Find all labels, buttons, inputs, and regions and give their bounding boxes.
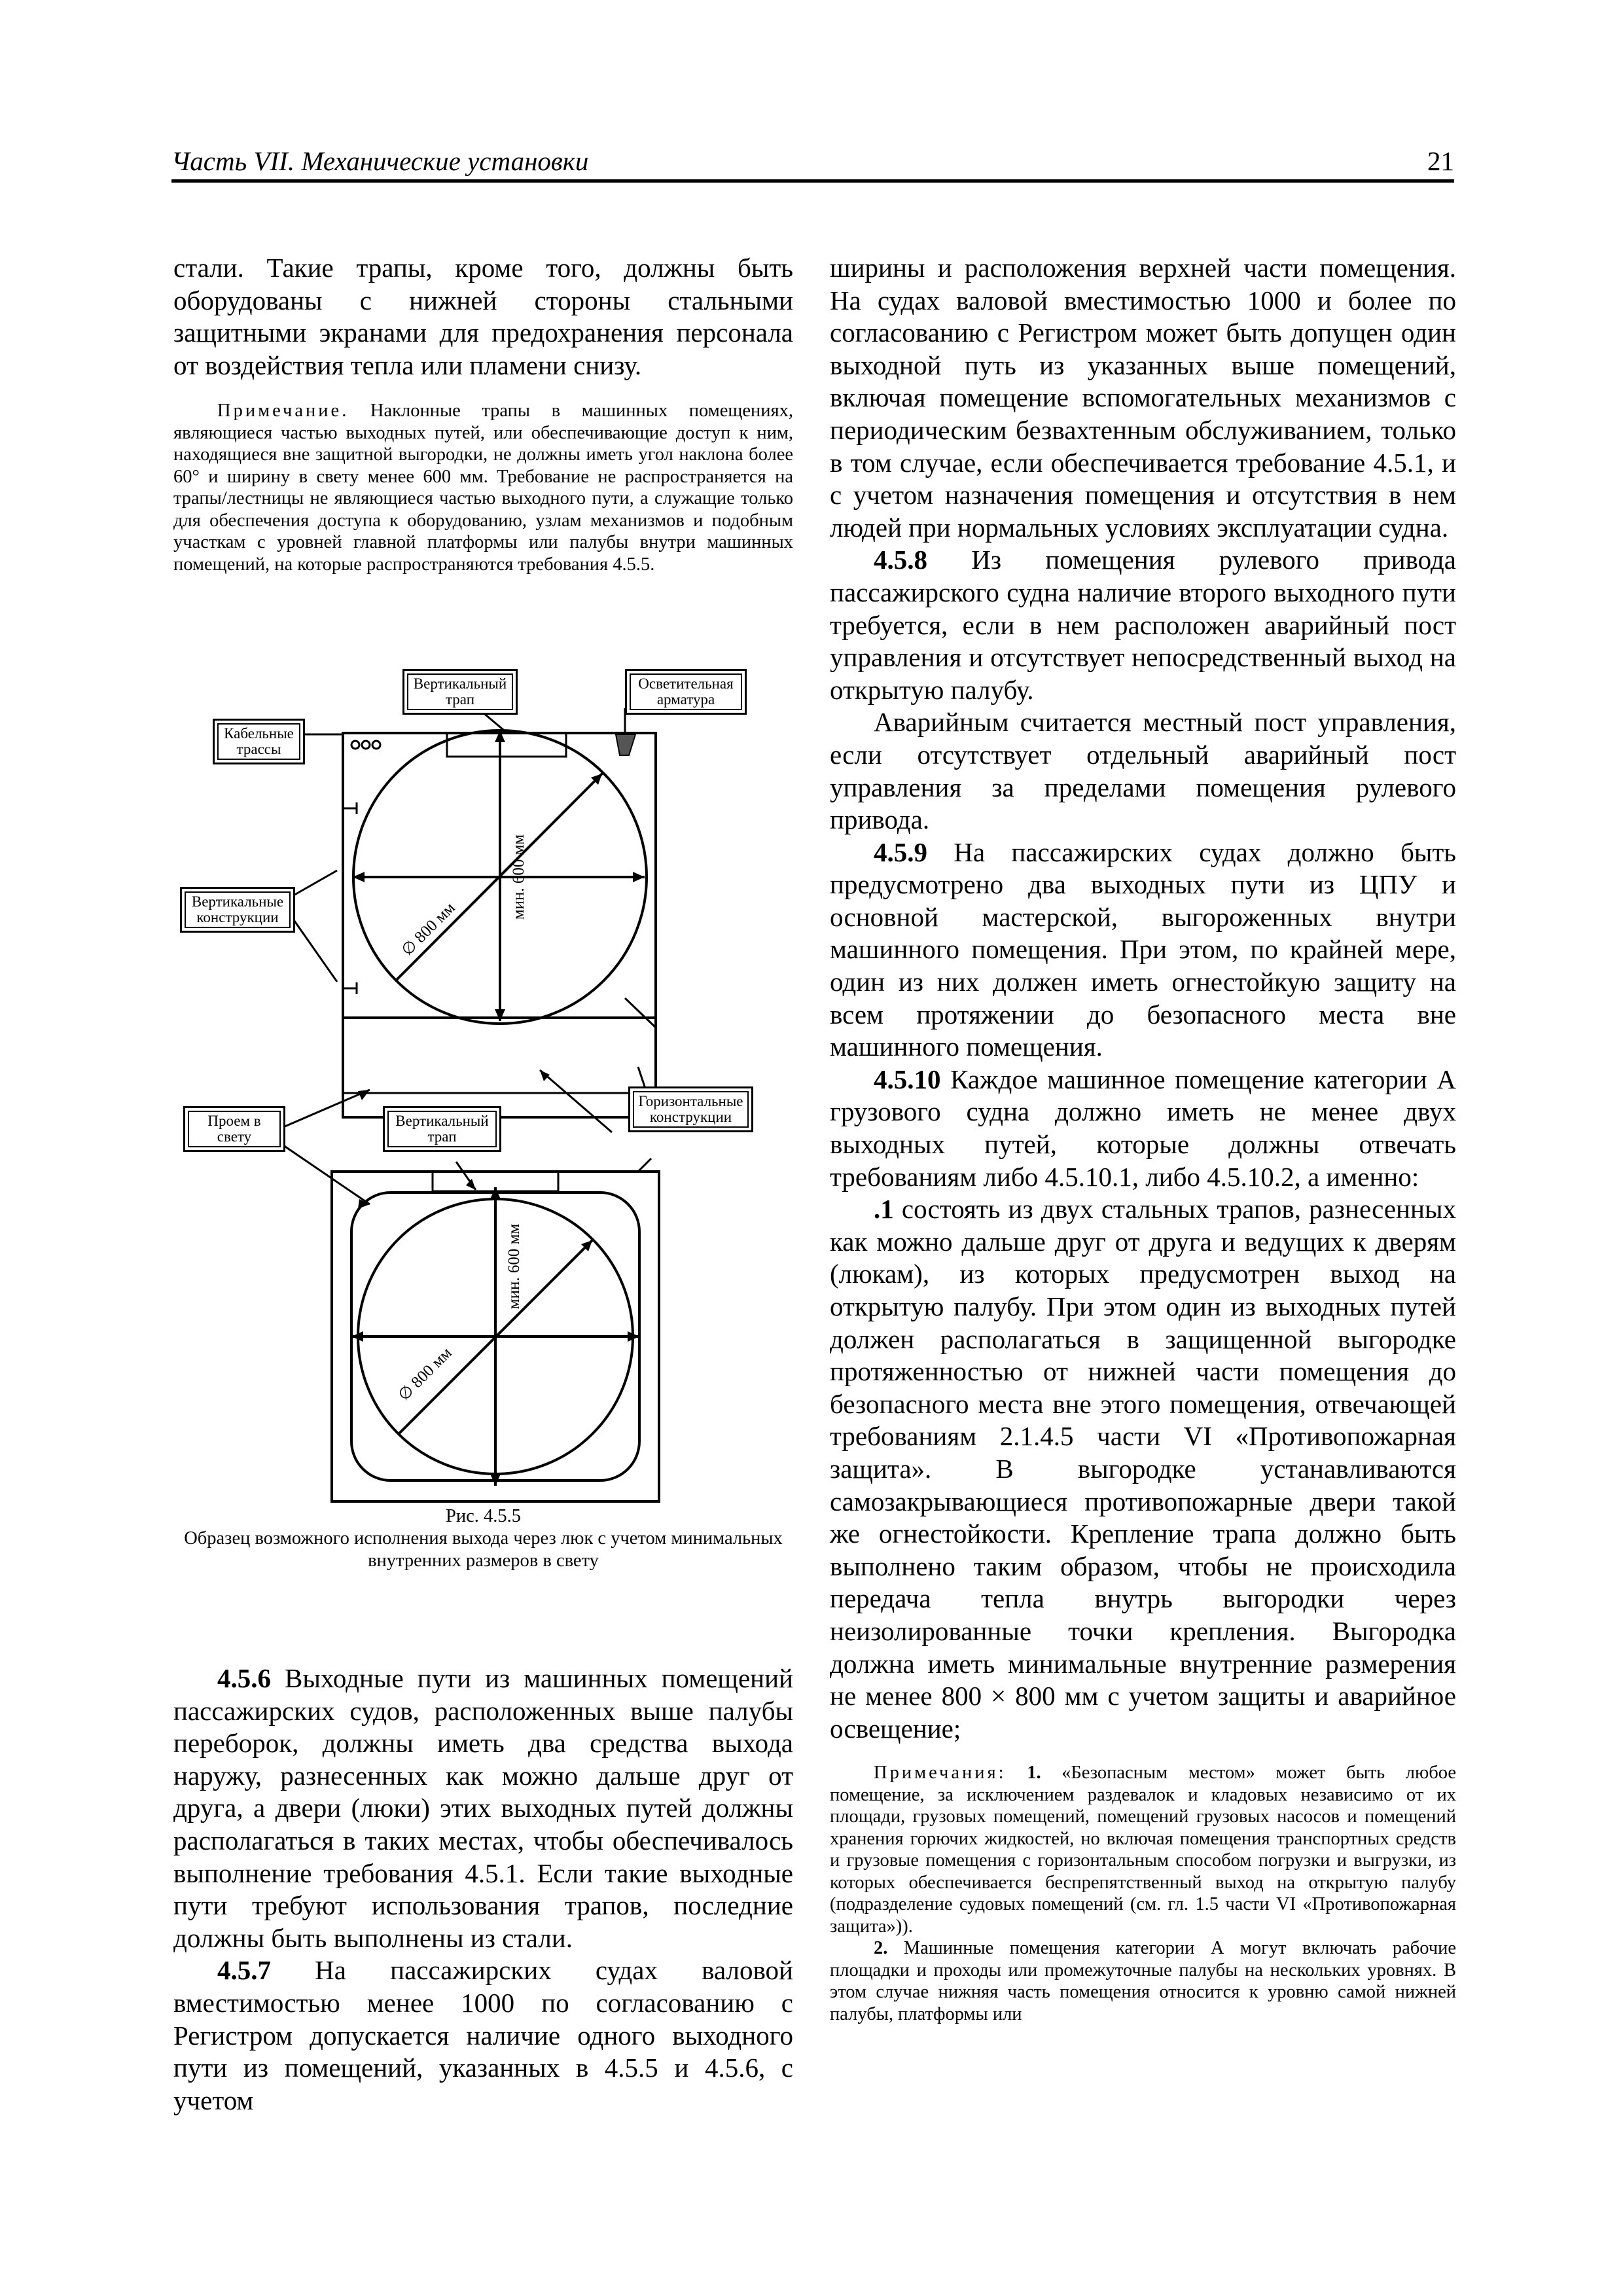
note-label: Примечание. xyxy=(217,401,349,422)
note-text: Наклонные трапы в машинных помещениях, являющиеся частью выходных путей, или обеспечивающие доступ к ним, находящиеся вне защитной выгородки, не должны иметь угол наклона более 60° и ширину в свету менее 600 мм. Требование не распространяется на трапы/лестницы не являющиеся частью выходного пути, а служащие только для обеспечения доступа к оборудованию, узлам механизмов и подобным участкам с уровней главной платформы или палубы внутри машинных помещений, на которые распространяются требования 4.5.5. xyxy=(173,401,793,575)
label-vertical-structures: Вертикальные конструкции xyxy=(180,887,295,933)
paragraph-continuation-right: ширины и расположения верхней части помещения. На судах валовой вместимостью 1000 и более по согласованию с Регистром может быть допущен один выходной путь из указанных выше помещений, включая помещение вспомогательных механизмов с периодическим безвахтенным обслуживанием, только в том случае, если обеспечивается требование 4.5.1, и с учетом назначения помещения и отсутствия в нем людей при нормальных условиях эксплуатации судна. xyxy=(830,253,1456,543)
figure-hatch-exit xyxy=(173,674,793,1577)
notes-2: 2. Машинные помещения категории А могут включать рабочие площадки и проходы или промежуточные палубы на нескольких уровнях. В этом случае нижняя часть помещения относится к уровню самой нижней палубы, платформы или xyxy=(830,1938,1456,2024)
page-number: 21 xyxy=(1427,146,1454,176)
dim-d800-lower: ∅ 800 мм xyxy=(395,1344,455,1405)
dim-d800-upper: ∅ 800 мм xyxy=(398,899,459,960)
paragraph-continuation: стали. Такие трапы, кроме того, должны быть оборудованы с нижней стороны стальными защитными экранами для предохранения персонала от воздействия тепла или пламени снизу. xyxy=(173,253,793,380)
section-4-5-6: 4.5.6 Выходные пути из машинных помещений пассажирских судов, расположенных выше палубы переборок, должны иметь два средства выхода наружу, разнесенных как можно дальше друг от друга, а двери (люки) этих выходных путей должны располагаться в таких местах, чтобы обеспечивалось выполнение требования 4.5.1. Если такие выходные пути требуют использования трапов, последние должны быть выполнены из стали. xyxy=(173,1663,793,1953)
header-rule xyxy=(171,179,1454,183)
note-ladders xyxy=(173,400,793,575)
section-4-5-9: 4.5.9 На пассажирских судах должно быть предусмотрено два выходных пути из ЦПУ и основной мастерской, выгороженных внутри машинного помещения. При этом, по крайней мере, один из них должен иметь огнестойкую защиту на всем протяжении до безопасного места вне машинного помещения. xyxy=(830,836,1456,1062)
left-column-top xyxy=(173,252,793,575)
label-vertical-ladder-top: Вертикальный трап xyxy=(402,669,518,715)
section-4-5-10: 4.5.10 Каждое машинное помещение категории А грузового судна должно иметь не менее двух выходных путей, которые должны отвечать требованиям либо 4.5.10.1, либо 4.5.10.2, а именно: xyxy=(830,1064,1456,1192)
label-cable-trays: Кабельные трассы xyxy=(213,719,305,764)
item-1: .1 состоять из двух стальных трапов, разнесенных как можно дальше друг от друга и ведущих к дверям (люкам), из которых предусмотрен выход на открытую палубу. При этом один из выходных путей должен располагаться в защищенной выгородке протяженностью от нижней части помещения до безопасного места вне этого помещения, отвечающей требованиям 2.1.4.5 части VI «Противопожарная защита». В выгородке устанавливаются самозакрывающиеся противопожарные двери такой же огнестойкости. Крепление трапа должно быть выполнено таким образом, чтобы не происходила передача тепла внутрь выгородки через неизолированные точки крепления. Выгородка должна иметь минимальные внутренние размерения не менее 800 × 800 мм с учетом защиты и аварийное освещение; xyxy=(830,1194,1456,1744)
section-4-5-8-b: Аварийным считается местный пост управления, если отсутствует отдельный аварийный пост управления за пределами помещения рулевого привода. xyxy=(830,707,1456,835)
running-title: Часть VII. Механические установки xyxy=(171,146,589,176)
right-column xyxy=(830,252,1456,2025)
section-4-5-8: 4.5.8 Из помещения рулевого привода пассажирского судна наличие второго выходного пути требуется, если в нем расположен аварийный пост управления и отсутствует непосредственный выход на открытую палубу. xyxy=(830,545,1456,705)
label-horizontal-structures: Горизонтальные конструкции xyxy=(628,1086,753,1132)
page-header xyxy=(171,143,1454,181)
label-clear-opening: Проем в свету xyxy=(183,1106,285,1152)
label-vertical-ladder-bottom: Вертикальный трап xyxy=(383,1106,501,1152)
dim-min600-lower: мин. 600 мм xyxy=(505,1223,523,1310)
caption-number: Рис. 4.5.5 xyxy=(445,1506,521,1526)
left-column-bottom xyxy=(173,1662,793,2117)
label-lighting: Осветительная арматура xyxy=(625,669,747,715)
dim-min600-upper: мин. 600 мм xyxy=(510,834,527,920)
caption-text: Образец возможного исполнения выхода через люк с учетом минимальных внутренних размеров в свету xyxy=(184,1528,783,1571)
section-4-5-7: 4.5.7 На пассажирских судах валовой вместимостью менее 1000 по согласованию с Регистром допускается наличие одного выходного пути из помещений, указанных в 4.5.5 и 4.5.6, с учетом xyxy=(173,1955,793,2115)
figure-caption xyxy=(173,1505,793,1572)
notes-1: Примечания: 1. «Безопасным местом» может быть любое помещение, за исключением раздевалок и кладовых независимо от их площади, грузовых помещений, помещений грузовых насосов и помещений хранения горючих жидкостей, но включая помещения транспортных средств и грузовые помещения с горизонтальным способом погрузки и выгрузки, из которых обеспечивается беспрепятственный выход на открытую палубу (подразделение судовых помещений (см. гл. 1.5 части VI «Противопожарная защита»)). xyxy=(830,1763,1456,1937)
